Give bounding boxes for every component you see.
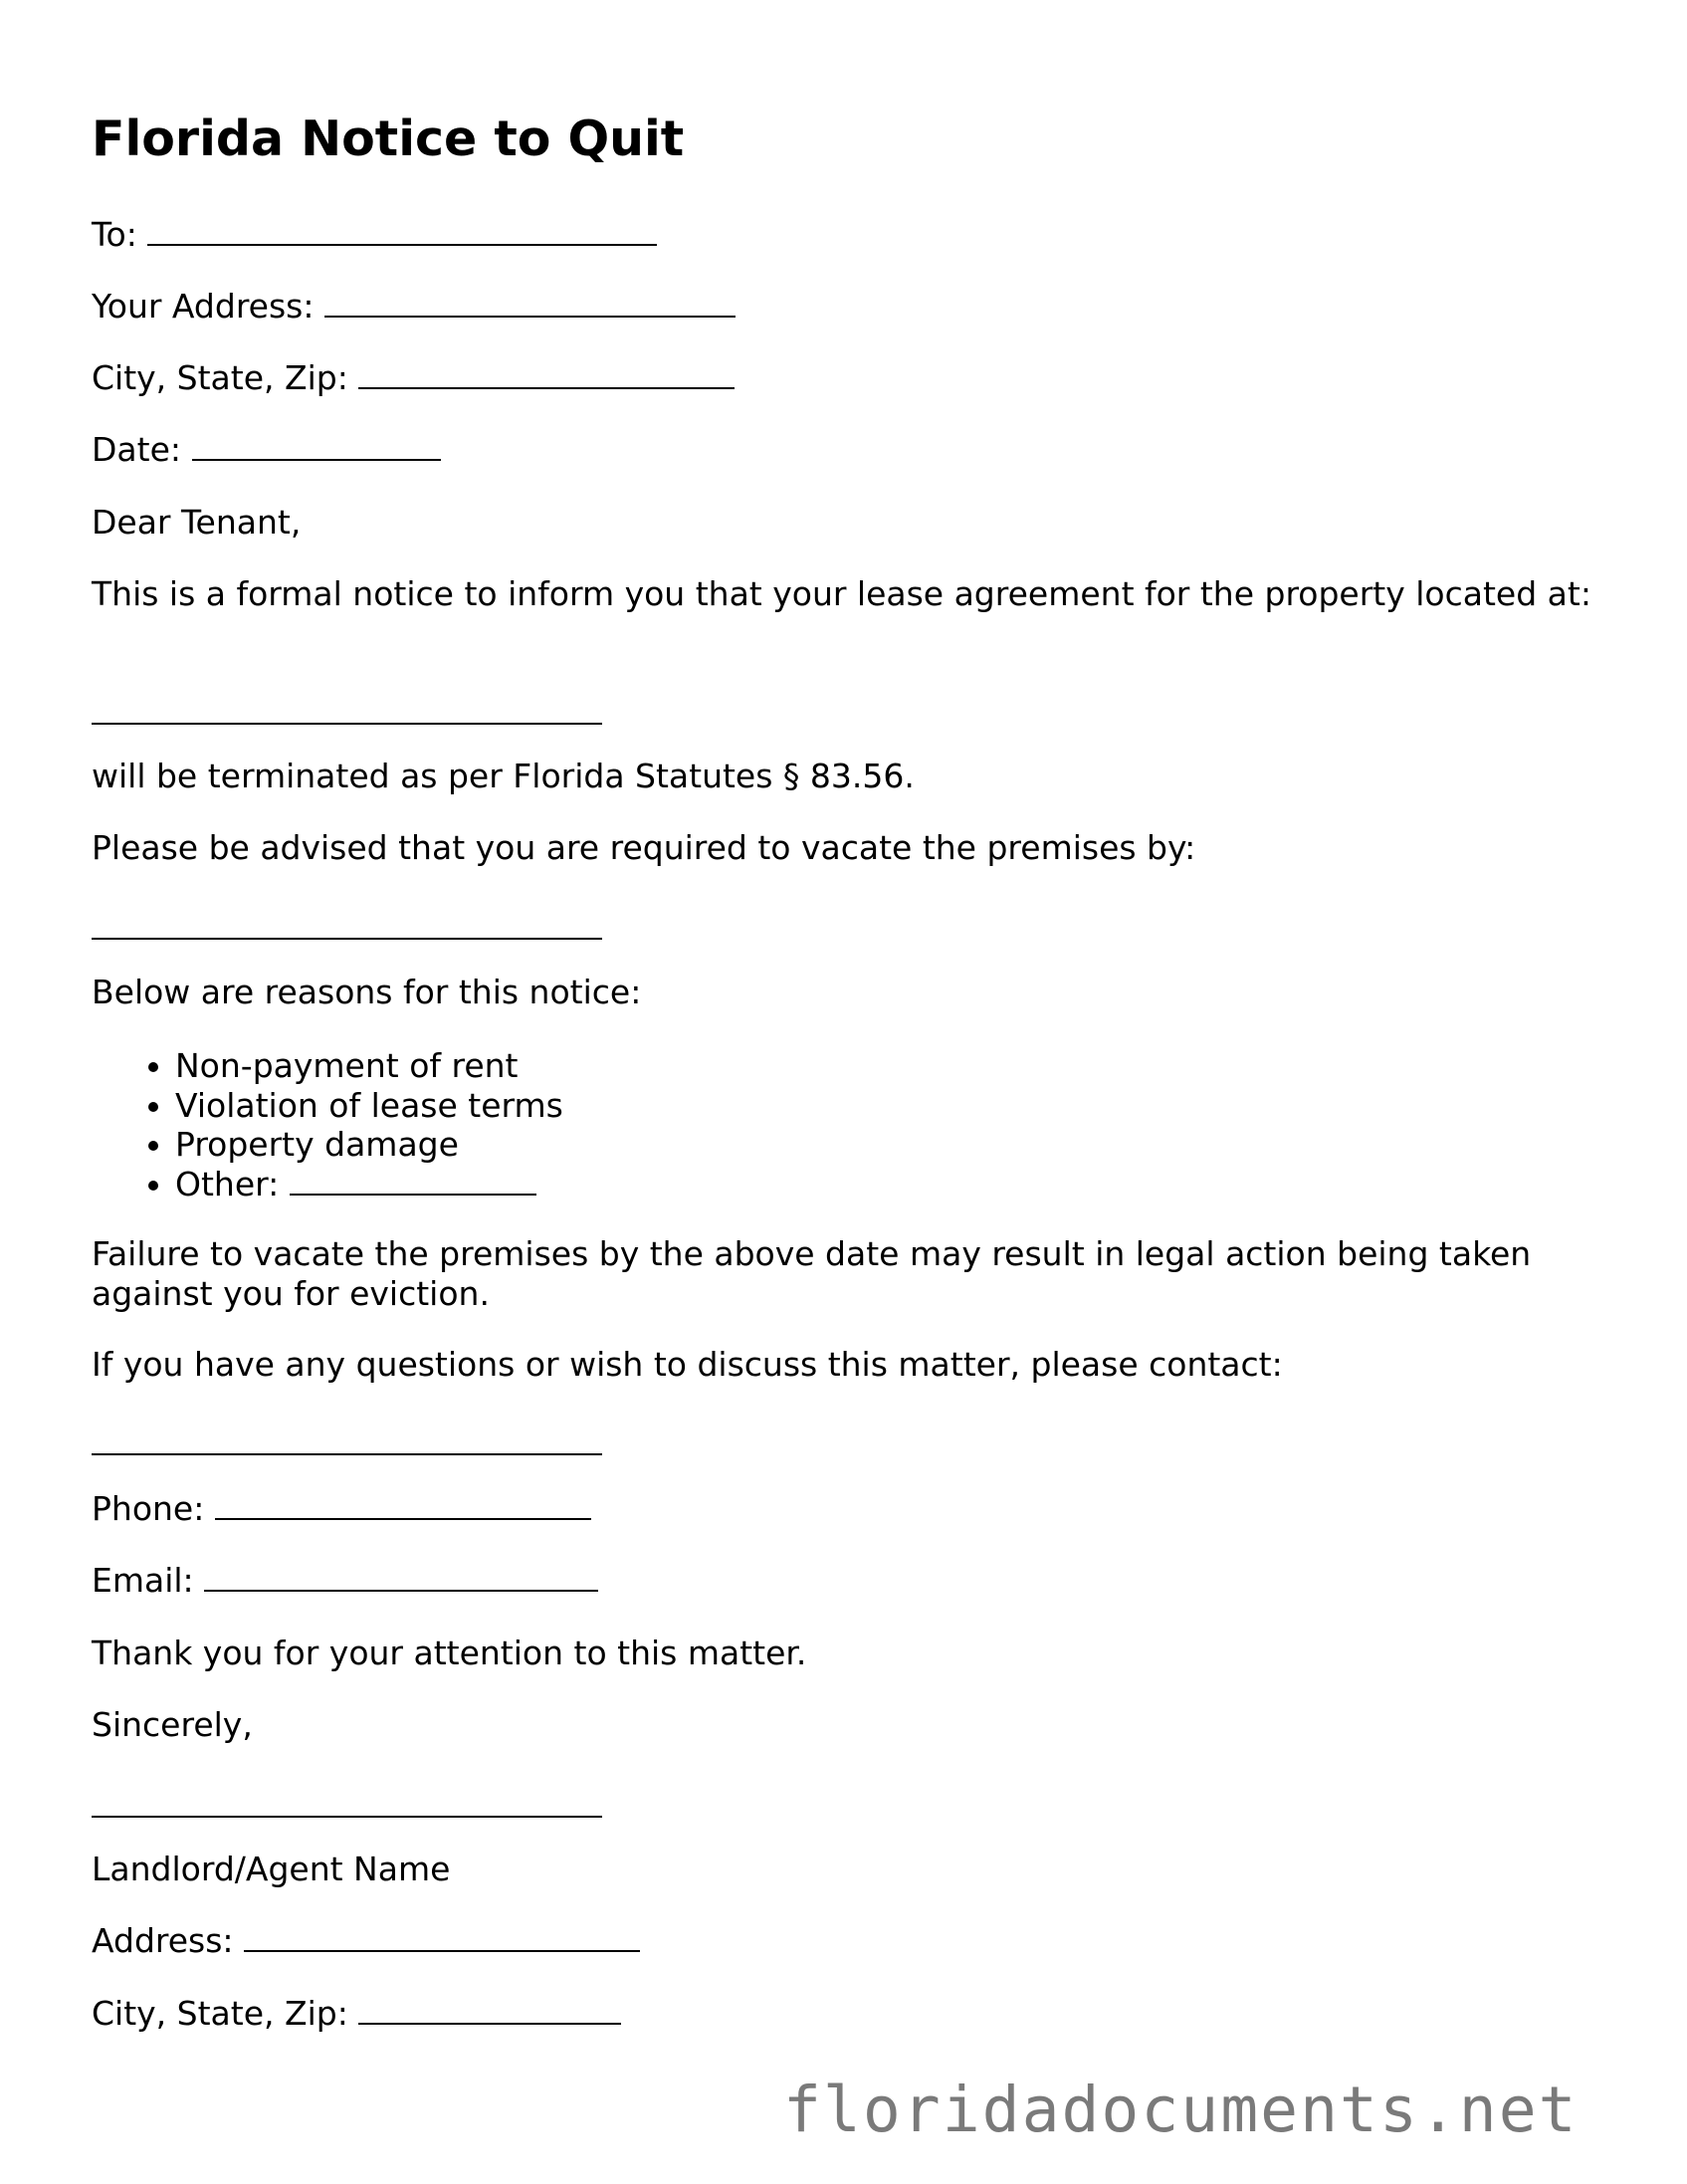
signature-blank[interactable]: [92, 1816, 602, 1818]
date-field: [92, 430, 441, 470]
contact-name-blank[interactable]: [92, 1453, 602, 1455]
your-address-label: Your Address:: [92, 287, 315, 326]
city-state-zip-field: [92, 358, 735, 398]
reason-label: Other:: [175, 1164, 280, 1203]
date-blank[interactable]: [192, 431, 441, 461]
watermark-text: floridadocuments.net: [783, 2074, 1579, 2146]
phone-blank[interactable]: [215, 1490, 591, 1520]
intro-paragraph: This is a formal notice to inform you that your lease agreement for the property located at:: [92, 574, 1591, 613]
reason-item: [175, 1046, 563, 1086]
date-label: Date:: [92, 430, 181, 469]
reason-item: [175, 1125, 563, 1165]
your-address-field: [92, 287, 736, 327]
signature-address-label: Address:: [92, 1921, 234, 1960]
thanks-paragraph: Thank you for your attention to this matter.: [92, 1634, 807, 1672]
email-field: [92, 1561, 598, 1601]
email-blank[interactable]: [204, 1562, 598, 1592]
to-label: To:: [92, 215, 137, 254]
vacate-paragraph: Please be advised that you are required to vacate the premises by:: [92, 828, 1196, 867]
closing: Sincerely,: [92, 1705, 253, 1744]
reason-item: [175, 1086, 563, 1126]
signature-address-blank[interactable]: [244, 1922, 640, 1952]
phone-label: Phone:: [92, 1489, 205, 1528]
property-address-blank[interactable]: [92, 723, 602, 725]
signature-city-state-zip-field: [92, 1994, 621, 2034]
document-title: Florida Notice to Quit: [92, 110, 685, 167]
signature-address-field: [92, 1921, 640, 1961]
salutation: Dear Tenant,: [92, 503, 302, 542]
contact-paragraph: If you have any questions or wish to discuss this matter, please contact:: [92, 1345, 1283, 1384]
reason-item: [175, 1165, 563, 1204]
reasons-list: [92, 1046, 563, 1203]
email-label: Email:: [92, 1561, 194, 1600]
reason-label: Violation of lease terms: [175, 1085, 563, 1125]
landlord-name-label: Landlord/Agent Name: [92, 1850, 451, 1888]
phone-field: [92, 1489, 591, 1529]
termination-paragraph: will be terminated as per Florida Statutes § 83.56.: [92, 757, 915, 795]
to-field: [92, 215, 657, 255]
reasons-heading: Below are reasons for this notice:: [92, 973, 642, 1011]
reason-label: Non-payment of rent: [175, 1046, 519, 1085]
failure-paragraph: Failure to vacate the premises by the above date may result in legal action being taken against you for eviction.: [92, 1234, 1532, 1313]
vacate-date-blank[interactable]: [92, 938, 602, 940]
city-state-zip-blank[interactable]: [358, 359, 735, 389]
your-address-blank[interactable]: [324, 288, 736, 318]
other-reason-blank[interactable]: [290, 1166, 536, 1196]
to-blank[interactable]: [147, 216, 657, 246]
reason-label: Property damage: [175, 1125, 459, 1165]
signature-city-state-zip-blank[interactable]: [358, 1995, 621, 2025]
city-state-zip-label: City, State, Zip:: [92, 358, 348, 397]
signature-city-state-zip-label: City, State, Zip:: [92, 1994, 348, 2033]
